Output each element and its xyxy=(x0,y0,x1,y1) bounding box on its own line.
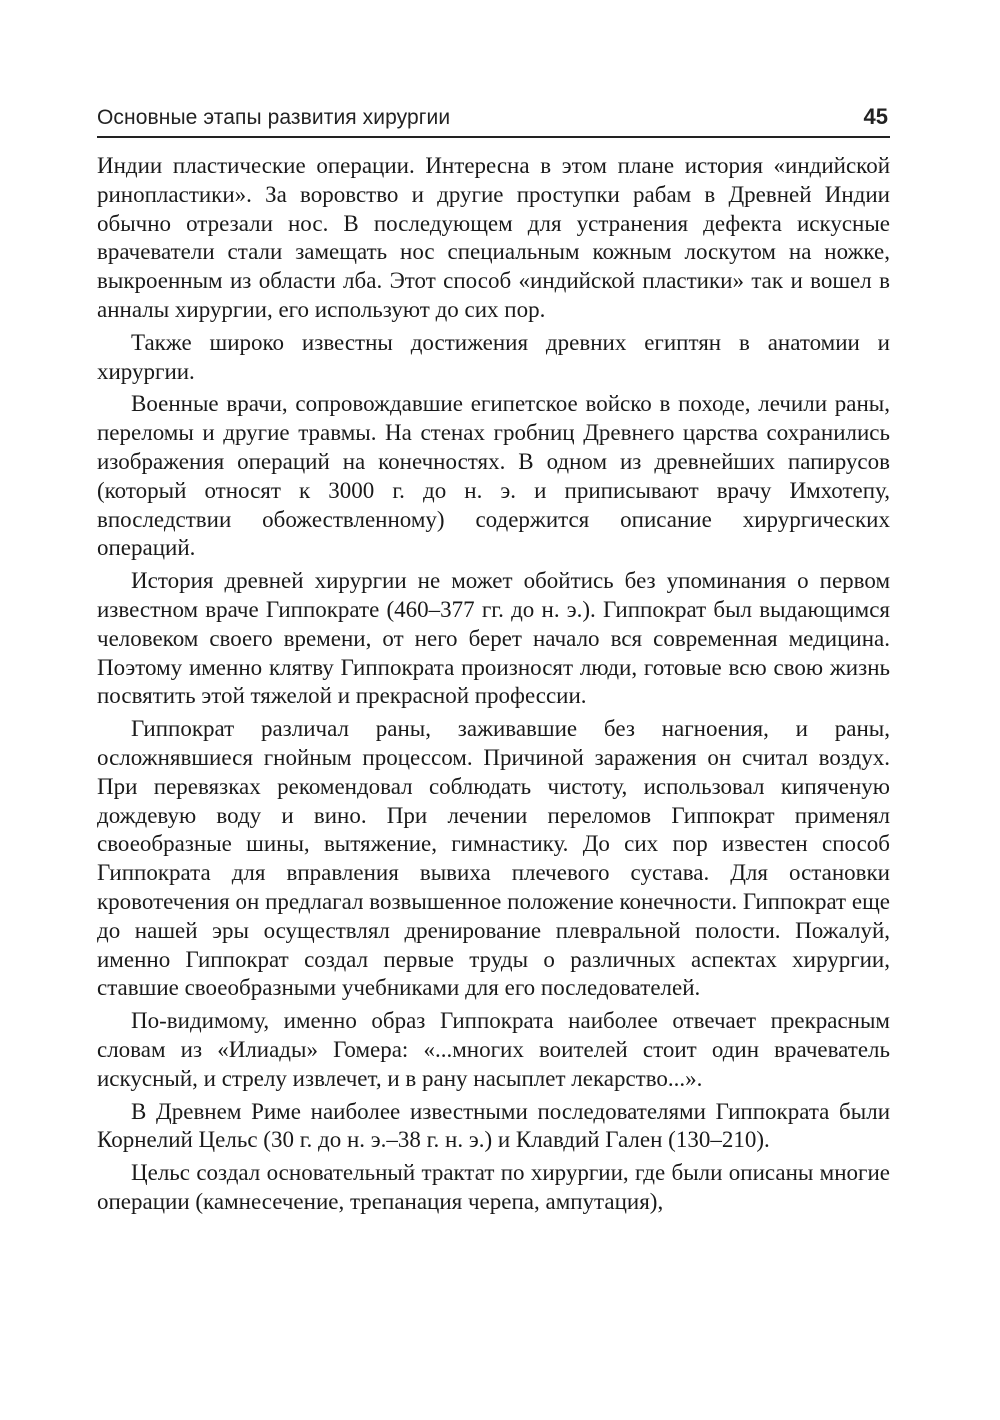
paragraph: По-видимому, именно образ Гиппократа наиболее отвечает прекрасным словам из «Илиады» Гомера: «...многих воителей стоит один врачеватель искусный, и стрелу извлечет, и в рану насыплет лекарство...». xyxy=(97,1008,890,1091)
paragraph: История древней хирургии не может обойтись без упоминания о первом известном враче Гиппократе (460–377 гг. до н. э.). Гиппократ был выдающимся человеком своего времени, от него берет начало вся современная медицина. Поэтому именно клятву Гиппократа произносят люди, готовые всю свою жизнь посвятить этой тяжелой и прекрасной профессии. xyxy=(97,568,890,709)
section-title: Основные этапы развития хирургии xyxy=(97,106,451,129)
paragraph: Индии пластические операции. Интересна в этом плане история «индийской ринопластики». За воровство и другие проступки рабам в Древней Индии обычно отрезали нос. В последующем для устранения дефекта искусные врачеватели стали замещать нос специальным кожным лоскутом на ножке, выкроенным из области лба. Этот способ «индийской пластики» так и вошел в анналы хирургии, его используют до сих пор. xyxy=(97,153,890,322)
paragraph: Цельс создал основательный трактат по хирургии, где были описаны многие операции (камнесечение, трепанация черепа, ампутация), xyxy=(97,1160,890,1214)
paragraph: Военные врачи, сопровождавшие египетское войско в походе, лечили раны, переломы и другие травмы. На стенах гробниц Древнего царства сохранились изображения операций на конечностях. В одном из древнейших папирусов (который относят к 3000 г. до н. э. и приписывают врачу Имхотепу, впоследствии обожествленному) содержится описание хирургических операций. xyxy=(97,391,890,561)
paragraph: В Древнем Риме наиболее известными последователями Гиппократа были Корнелий Цельс (30 г. до н. э.–38 г. н. э.) и Клавдий Гален (130–210). xyxy=(97,1098,890,1153)
running-header xyxy=(97,104,890,138)
body-text xyxy=(97,152,890,1221)
paragraph: Также широко известны достижения древних египтян в анатомии и хирургии. xyxy=(97,329,890,384)
page-number: 45 xyxy=(863,104,888,129)
paragraph: Гиппократ различал раны, заживавшие без нагноения, и раны, осложнявшиеся гнойным процессом. Причиной заражения он считал воздух. При перевязках рекомендовал соблюдать чистоту, использовал кипяченую дождевую воду и вино. При лечении переломов Гиппократ применял своеобразные шины, вытяжение, гимнастику. До сих пор известен способ Гиппократа для вправления вывиха плечевого сустава. Для остановки кровотечения он предлагал возвышенное положение конечности. Гиппократ еще до нашей эры осуществлял дренирование плевральной полости. Пожалуй, именно Гиппократ создал первые труды о различных аспектах хирургии, ставшие своеобразными учебниками для его последователей. xyxy=(97,716,890,1001)
